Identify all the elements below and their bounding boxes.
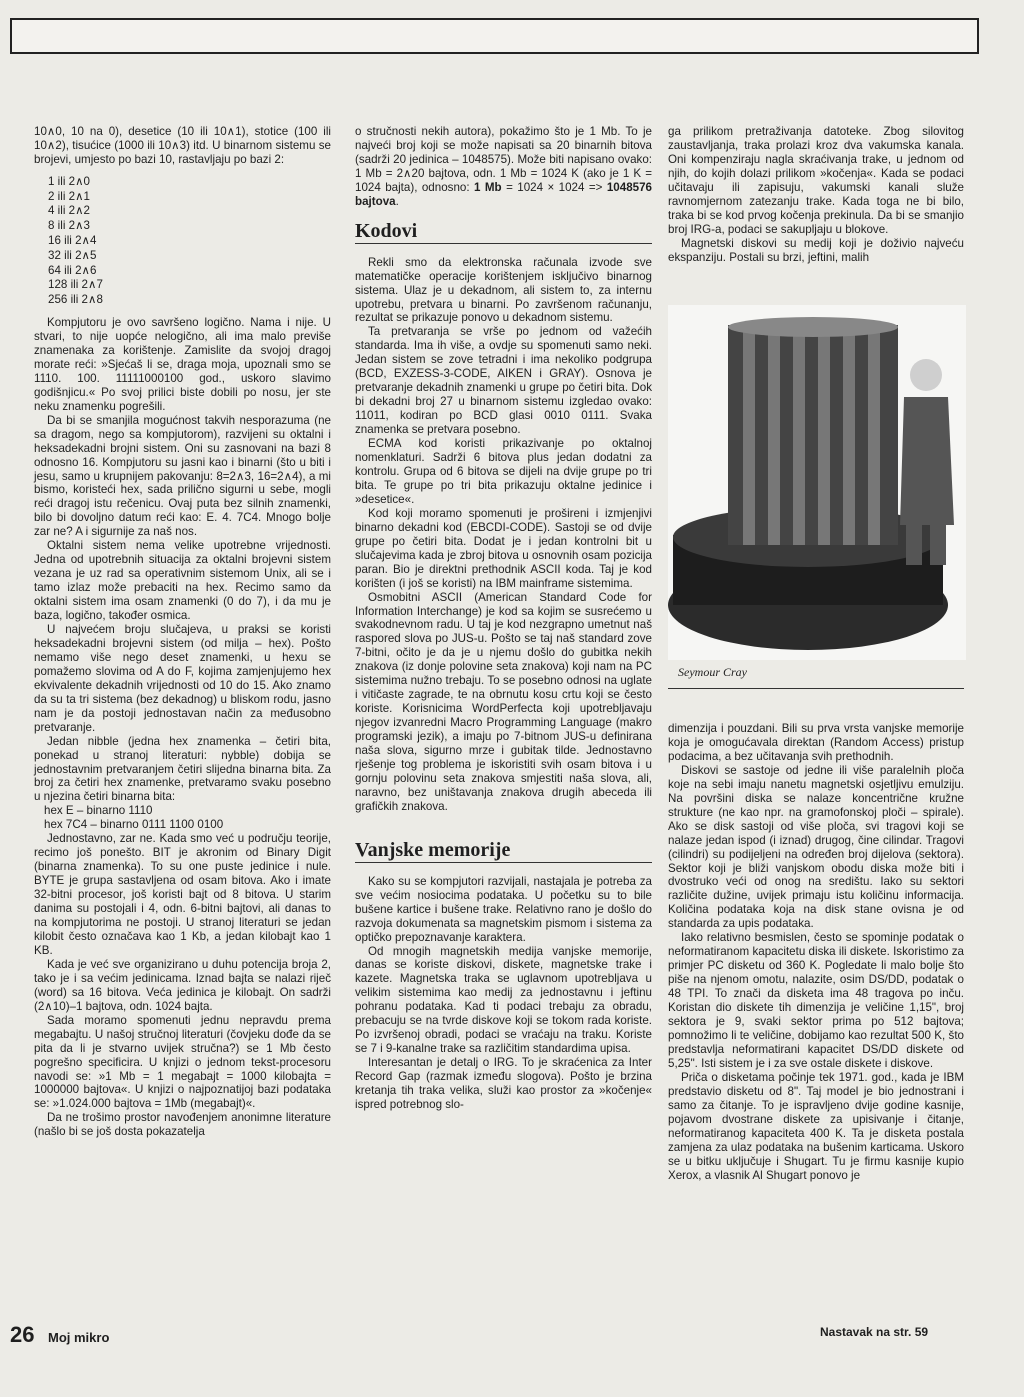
paragraph: 10∧0, 10 na 0), desetice (10 ili 10∧1), stotice (100 ili 10∧2), tisućice (1000 ili 10∧3) itd. U binarnom sistemu se brojevi, umjesto po bazi 10, rastavljaju po bazi 2: [34,125,331,166]
paragraph: o stručnosti nekih autora), pokažimo što je 1 Mb. To je najveći broj koji se može napisati sa 20 binarnih bitova (sadrži 20 jedinica – 1048575). Može biti napisano ovako: 1 Mb = 2∧20 bajtova, odn. 1 Mb = 1024 K (ako je 1 K = 1024 bajta), odnosno: 1 Mb = 1024 × 1024 => 1048576 bajtova. [355,125,652,208]
paragraph: Jednostavno, zar ne. Kada smo već u području teorije, recimo još ponešto. BIT je akronim od Binary Digit (binarna znamenka). To su one puste jedinice i nule. BYTE je grupa sastavljena od osam bitova. Ako i imate 32-bitni procesor, još koristi bajt od 8 bitova. U starim danima su postojali i 4, odn. 6-bitni bajtovi, ali danas to na kompjutorima ne postoji. U stranoj literaturi se jedan kilobit često označava kao 1 Kb, a jedan kilobajt kao 1 KB. [34,832,331,957]
column-1 [34,125,331,1139]
hex-example: hex E – binarno 1110 [44,804,153,818]
paragraph: Osmobitni ASCII (American Standard Code for Information Interchange) je kod sa kojim se susrećemo u svakodnevnom radu. U taj je kod nezgrapno umetnut naš raspored slova po JUS-u. Pošto se taj naš standard zove 7-bitni, očito je da je u njemu došlo do gubitka nekih znakova (iz donje polovine seta znakova) koji nam na PC sistemima nužno trebaju. To se posebno odnosi na uglate i vitičaste zagrade, te na obrnutu kosu crtu koji se često koriste. Korisnicima WordPerfecta koji upotrebljavaju njegov izvanredni Macro Programming Language (makro programski jezik), a imaju po 7-bitnom JUS-u definirana naša slova, sigurno mrze i gubitak tilde. Jednostavno rješenje tog problema je iskoristiti svih osam bitova i u gornju polovinu seta znakova smjestiti naša slova, ali, naravno, bez uništavanja znakova drugih abeceda ili grafičkih znakova. [355,590,652,813]
photo-caption: Seymour Cray [678,665,747,679]
powers-of-two-list [48,175,331,308]
bold-run: 1048576 bajtova [355,180,652,208]
bold-run: 1 Mb [474,180,502,194]
paragraph: dimenzija i pouzdani. Bili su prva vrsta vanjske memorije koja je omogućavala direktan (Random Access) pristup podacima, a bez učitavanja svih prethodnih. [668,722,964,763]
continued-note: Nastavak na str. 59 [820,1325,929,1339]
paragraph: Sada moramo spomenuti jednu nepravdu prema megabajtu. U našoj stručnoj literaturi (čovjeku dođe da se pita da li je stvarno uvijek stručna?) se 1 Mb često pogrešno specificira. U knjizi o jednom tekst-procesoru navodi se: »1 Mb = 1 megabajt = 1000 kilobajta = 1000000 bajtova«. U knjizi o najpoznatijoj bazi podataka se: »1.024.000 bajtova = 1Mb (megabajt)«. [34,1013,331,1111]
caption-rule [668,688,964,689]
list-item: 64 ili 2∧6 [48,263,97,277]
paragraph: Iako relativno besmislen, često se spominje podatak o neformatiranom kapacitetu diska ili diskete. Iskoristimo za primjer PC disketu od 360 K. Pogledate li malo bolje što piše na njenom omotu, nalazite, osim DS/DD, podatak o 48 TPI. To znači da disketa ima 48 tragova po inču. Koristan dio diskete tih dimenzija je veličine 1,15", broj sektora je 9, svaki sektor prima po 512 bajtova; pomnožimo li te veličine, dobijamo kao rezultat 500 K, što predstavlja neformatirani kapacitet DS/DD diskete od 5,25". Isti sistem je i za sve ostale diskete i diskove. [668,931,964,1070]
column-2 [355,125,652,1112]
hex-example: hex 7C4 – binarno 0111 1100 0100 [44,818,224,832]
column-3-top [668,125,964,265]
section-heading: Kodovi [355,219,652,244]
paragraph: U najvećem broju slučajeva, u praksi se koristi heksadekadni brojevni sistem (od milja – hex). Pošto nemamo više nego deset znamenki, u hexu se pomažemo slovima od A do F, kojima zamjenjujemo hex ekvivalente dekadnih vrijednosti od 10 do 15. Ako znamo da su ta tri sistema (bez dekadnog) u bliskom rodu, jasno nam je da postoji jednostavan način za međusobno pretvaranje. [34,623,331,734]
list-item: 16 ili 2∧4 [48,234,97,248]
paragraph: Kompjutoru je ovo savršeno logično. Nama i nije. U stvari, to nije uopće nelogično, ali ima malo previše znamenaka za korištenje. Zamislite da svojoj dragoj morate reći: »Sjećaš li se, draga moja, upoznali smo se 1110. 100. 11111000100 god., uskoro slavimo godišnjicu.« Po svoj prilici biste dobili po nosu, jer ste neku znamenku pogrešili. [34,316,331,413]
paragraph: ECMA kod koristi prikazivanje po oktalnoj nomenklaturi. Sadrži 6 bitova plus jedan dodatni za kontrolu. Grupa od 6 bitova se dijeli na dvije grupe po tri bita. Te grupe po tri bita prikazuju oktalne jedinice i »desetice«. [355,437,652,506]
paragraph: Kod koji moramo spomenuti je prošireni i izmjenjivi binarno dekadni kod (EBCDI-CODE). Sastoji se od dvije grupe po četiri bita. Dodat je i jedan kontrolni bit u slučajevima kada je zbroj bitova u osnovnih osam pozicija paran. Bio je direktni prethodnik ASCII koda. Taj je kod korišten (i još se koristi) na IBM mainframe sistemima. [355,506,652,590]
cray-computer-photo [668,305,966,660]
list-item: 2 ili 2∧1 [48,189,90,203]
paragraph: Ta pretvaranja se vrše po jednom od važećih standarda. Ima ih više, a ovdje su spomenuti samo neki. Jedan sistem se zove tetradni i ima nekoliko podgrupa (BCD, EXZESS-3-CODE, AIKEN i GRAY). Osnova je pretvaranje dekadnih znamenki u grupe po četiri bita. Dok bi dekadni broj 27 u binarnom sistemu izgledao ovako: 11011, kodiran po BCD glasi 0010 0111. Svaka znamenka se pretvara posebno. [355,325,652,437]
paragraph: Od mnogih magnetskih medija vanjske memorije, danas se koriste diskovi, diskete, magnetske trake i kazete. Magnetska traka se uglavnom upotrebljava u velikim sistemima kao medij za jednostavnu i jeftinu pohranu podataka. Kad ti podaci trebaju za obradu, prebacuju se na tvrde diskove koji se tokom rada koriste. Po izvršenoj obradi, podaci se vraćaju na traku. Koriste se 7 i 9-kanalne trake sa različitim standardima upisa. [355,944,652,1056]
paragraph: Jedan nibble (jedna hex znamenka – četiri bita, ponekad u stranoj literaturi: nybble) dobija se jednostavnim pretvaranjem četiri slijedna binarna bita. Za broj za četiri hex znamenke, pretvaramo svaku posebno u njezina četiri binarna bita: [34,734,331,804]
paragraph: Kada je već sve organizirano u duhu potencija broja 2, tako je i sa većim jedinicama. Iznad bajta se nalazi riječ (word) sa 16 bitova. Veća jedinica je kilobajt. On sadrži (2∧10)–1 bajtova, odn. 1024 bajta. [34,957,331,1013]
paragraph: Priča o disketama počinje tek 1971. god., kada je IBM predstavio disketu od 8". Taj model je bio jednostrani i samo za čitanje. To je ispravljeno dvije godine kasnije, pojavom dvostrane diskete za upisivanje i čitanje, neformatiranog kapaciteta 400 K. Ta je disketa postala zamjena za ulaz podataka na bušenim karticama. Uskoro se u bitku uključuje i Shugart. Tu je firmu kasnije kupio Xerox, a vlasnik Al Shugart ponovo je [668,1070,964,1182]
paragraph: Interesantan je detalj o IRG. To je skraćenica za Inter Record Gap (razmak između slogova). Pošto je brzina kretanja tih traka velika, služi kao prostor za »kočenje« ispred potrebnog slo- [355,1056,652,1111]
magazine-name: Moj mikro [48,1330,110,1345]
list-item: 8 ili 2∧3 [48,219,90,233]
list-item: 4 ili 2∧2 [48,204,90,218]
paragraph: Da bi se smanjila mogućnost takvih nesporazuma (ne sa dragom, nego sa kompjutorom), razvijeni su oktalni i heksadekadni brojni sistem. Oni su zasnovani na bazi 8 odnosno 16. Kompjutoru su jasni kao i binarni (što u biti i jesu, samo u krupnijem pakovanju: 8=2∧3, 16=2∧4), a mi bismo, koristeći hex, sada prilično sigurni u sebe, mogli reći dragoj istu rečenicu. Ovaj puta bez silnih znamenki, bilo bi dovoljno datum reći kao: E. 4. 7C4. Mnogo bolje zar ne? A i sigurnije za naš nos. [34,413,331,539]
paragraph: Da ne trošimo prostor navođenjem anonimne literature (našlo bi se još dosta pokazatelja [34,1111,331,1139]
column-3-bottom [668,722,964,1182]
list-item: 1 ili 2∧0 [48,174,90,188]
photo-illustration [668,305,966,660]
paragraph: Rekli smo da elektronska računala izvode sve matematičke operacije korištenjem isključivo binarnog sistema. Ulaz je u dekadnom, ali sistem to, za internu upotrebu, pretvara u binarni. Po završenom računanju, rezultat se prikazuje ponovo u dekadnom sistemu. [355,255,652,325]
section-heading: Vanjske memorije [355,838,652,863]
list-item: 256 ili 2∧8 [48,293,103,307]
list-item: 128 ili 2∧7 [48,278,103,292]
top-frame [10,18,979,54]
paragraph: Diskovi se sastoje od jedne ili više paralelnih ploča koje na sebi imaju nanetu magnetski osjetljivu emulziju. Na površini diska se nalaze koncentrične kružne strukture (ne kao npr. na gramofonskoj ploči – spirale). Ako se disk sastoji od više ploča, svi tragovi koji se nalaze jedan ispod (i iznad) drugog, čine cilindar. Tragovi (cilindri) su podijeljeni na određen broj dijelova (sektora). Sektor koji je bliži vanjskom obodu diska može biti i dvostruko veći od onog na središtu. Iako su sektori različite dužine, uvijek primaju istu količinu informacija. Količina podataka koja na disk stane ovisna je od standarda za upis podataka. [668,763,964,931]
list-item: 32 ili 2∧5 [48,248,97,262]
paragraph: Magnetski diskovi su medij koji je doživio najveću ekspanziju. Postali su brzi, jeftini, malih [668,236,964,264]
page-number: 26 [10,1322,35,1347]
paragraph: Kako su se kompjutori razvijali, nastajala je potreba za sve većim nosiocima podataka. U početku su to bile bušene kartice i bušene trake. Relativno rano je došlo do razvoja dokumenata sa magnetskim pismom i sistema za optičko prepoznavanje karaktera. [355,874,652,944]
paragraph: ga prilikom pretraživanja datoteke. Zbog silovitog zaustavljanja, traka prolazi kroz dva vakumska kanala. Oni kompenziraju nagla skraćivanja trake, u jednom od njih, do kojih dolazi prilikom »kočenja«. Kada se podaci učitavaju ili zapisuju, vakumski kanali služe ravnomjernom zatezanju trake. Kada toga ne bi bilo, traka bi se kod prvog kočenja prekinula. Da bi se smanjio broj IRG-a, podaci se sakupljaju u blokove. [668,125,964,236]
paragraph: Oktalni sistem nema velike upotrebne vrijednosti. Jedna od upotrebnih situacija za oktalni brojevni sistem vezana je uz rad sa operativnim sistemom Unix, ali se i tamo izlaz može prebaciti na hex. Recimo samo da oktalni sistem ima osam znamenki (0 do 7), i da mu je baza, logično, također osmica. [34,539,331,623]
text-run: = 1024 × 1024 => [501,180,603,194]
text-run: o stručnosti nekih autora), pokažimo što je 1 Mb. To je najveći broj koji se može napisati sa 20 binarnih bitova (sadrži 20 jedinica – 1048575). Može biti napisano ovako: 1 Mb = 2∧20 bajtova, odn. 1 Mb = 1024 K (ako je 1 K = 1024 bajta), odnosno: [355,125,652,194]
